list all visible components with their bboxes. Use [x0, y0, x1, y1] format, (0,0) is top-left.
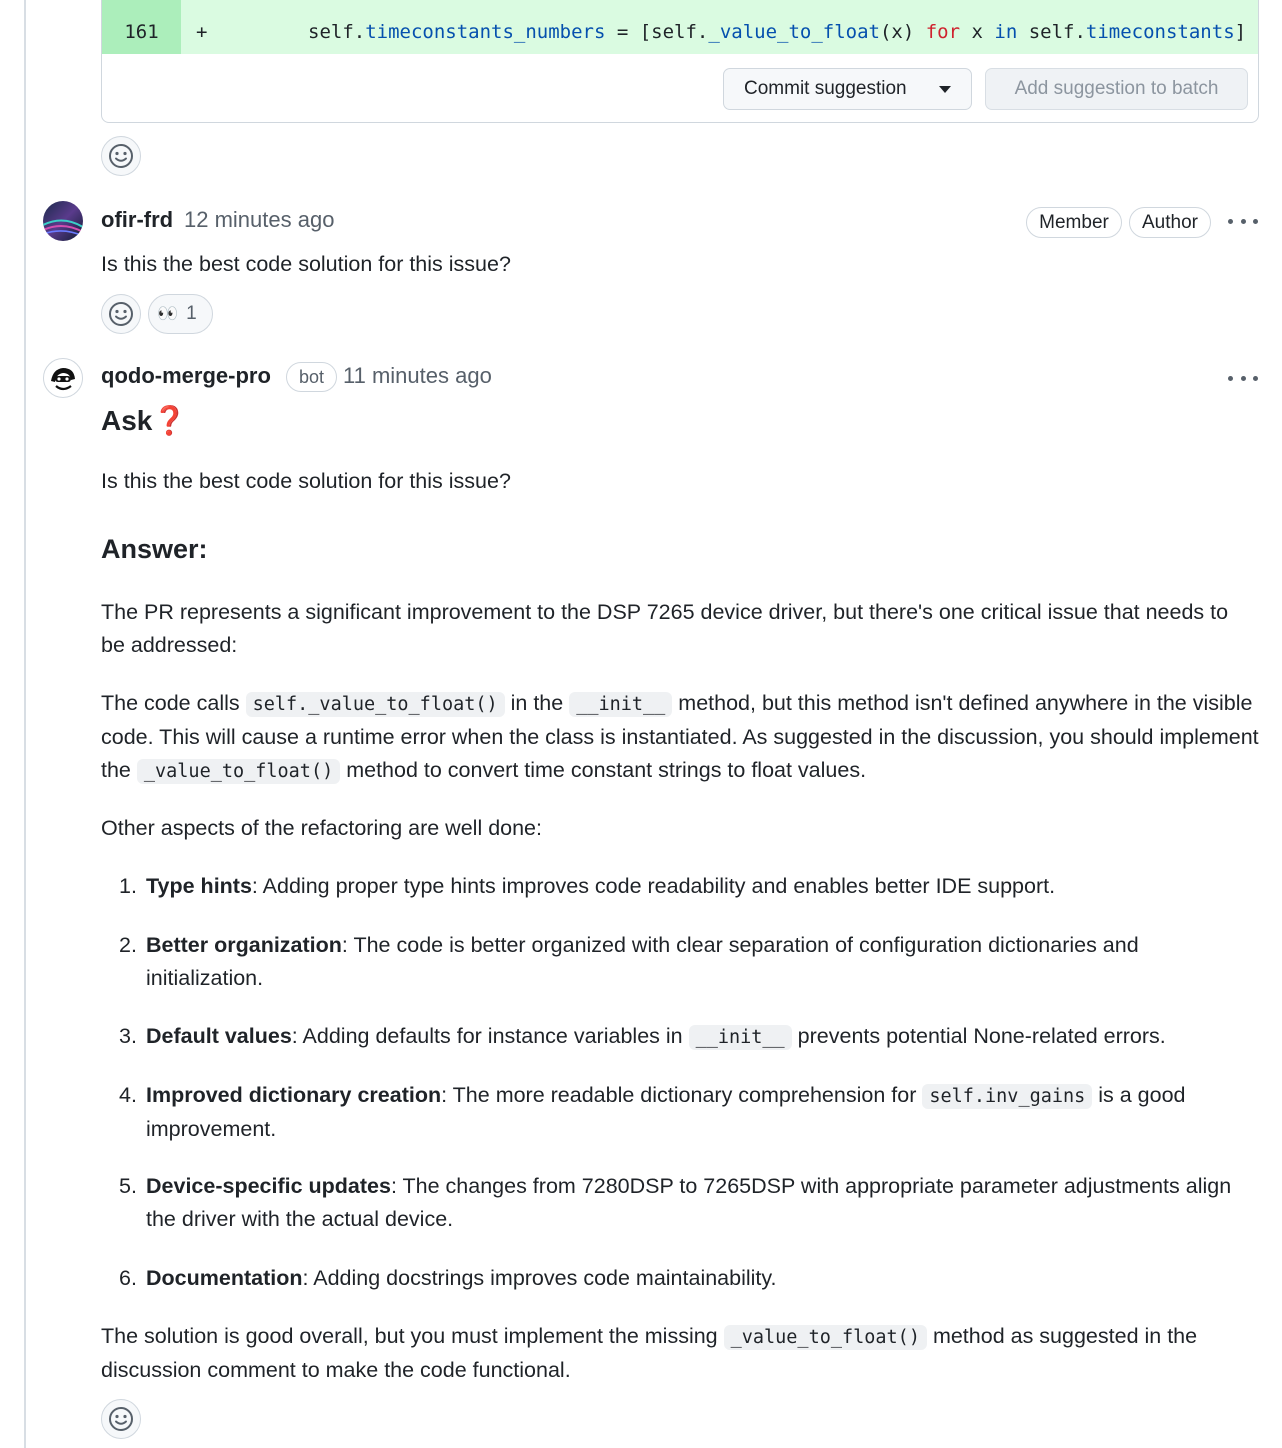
eyes-reaction[interactable]: [148, 294, 213, 334]
list-number: 1.: [119, 874, 137, 898]
list-item-text: : Adding proper type hints improves code readability and enables better IDE support.: [251, 874, 1056, 898]
qodo-logo-icon: [44, 359, 82, 397]
add-reaction-button[interactable]: [101, 1399, 141, 1439]
list-item-title: Device-specific updates: [146, 1174, 391, 1198]
ask-heading-text: Ask: [101, 405, 153, 436]
comment-body: Is this the best code solution for this issue?: [101, 252, 511, 276]
list-number: 2.: [119, 933, 137, 957]
list-item-text: : The code is better organized with clear separation of configuration dictionaries and initialization.: [146, 933, 1139, 990]
avatar-image: [43, 201, 83, 241]
add-reaction-button[interactable]: [101, 136, 141, 176]
para2-text-1: The code calls: [101, 691, 246, 715]
ask-heading: [101, 404, 187, 437]
list-item-title: Type hints: [146, 874, 252, 898]
code-token: x: [960, 21, 995, 43]
para4-text-1: The solution is good overall, but you must implement the missing: [101, 1324, 724, 1348]
code-token: in: [994, 21, 1018, 43]
reaction-count: 1: [186, 303, 197, 324]
code-token: self.: [1017, 21, 1086, 43]
inline-code: self._value_to_float(): [246, 692, 505, 717]
code-token: (x): [879, 21, 926, 43]
answer-paragraph-4: [101, 1320, 1251, 1387]
answer-heading: Answer:: [101, 534, 208, 564]
question-text: Is this the best code solution for this issue?: [101, 469, 511, 493]
avatar[interactable]: [43, 201, 83, 241]
code-token: self.: [308, 21, 366, 43]
answer-paragraph-3: Other aspects of the refactoring are well done:: [101, 816, 542, 840]
comment-author[interactable]: qodo-merge-pro: [101, 363, 271, 388]
list-number: 3.: [119, 1024, 137, 1048]
inline-code: __init__: [569, 692, 672, 717]
commit-suggestion-button[interactable]: [723, 68, 972, 110]
eyes-icon: 👀: [157, 304, 179, 323]
list-item-title: Documentation: [146, 1266, 303, 1290]
member-badge: Member: [1026, 207, 1122, 238]
para2-text-4: method to convert time constant strings to float values.: [340, 758, 867, 782]
bot-badge: bot: [286, 362, 337, 392]
chevron-down-icon[interactable]: [939, 86, 951, 93]
question-mark-icon: ❓: [152, 405, 188, 436]
list-item-text: : The more readable dictionary comprehension for: [441, 1083, 923, 1107]
diff-added-line: [102, 0, 1258, 54]
add-reaction-button[interactable]: [101, 294, 141, 334]
list-item-text: prevents potential None-related errors.: [791, 1024, 1166, 1048]
more-options-icon[interactable]: [1228, 373, 1258, 383]
inline-code: __init__: [689, 1025, 792, 1050]
commit-suggestion-label: Commit suggestion: [744, 78, 907, 99]
code-token: timeconstants_numbers: [365, 21, 606, 43]
smiley-icon: [108, 301, 134, 327]
inline-code: _value_to_float(): [724, 1325, 927, 1350]
diff-sign: +: [196, 21, 208, 43]
comment-author[interactable]: ofir-frd: [101, 207, 174, 232]
more-options-icon[interactable]: [1228, 216, 1258, 226]
add-suggestion-to-batch-button[interactable]: [985, 68, 1248, 110]
comment-timestamp[interactable]: 11 minutes ago: [343, 363, 492, 388]
para4-text-2: method as suggested in the discussion comment to make the code functional.: [101, 1324, 1198, 1382]
code-token: timeconstants: [1085, 21, 1235, 43]
answer-paragraph-2: [101, 687, 1261, 788]
diff-line-number: 161: [102, 0, 181, 54]
suggestion-box: [101, 0, 1259, 123]
list-item-text: is a good improvement.: [146, 1083, 1186, 1141]
list-number: 6.: [119, 1266, 137, 1290]
list-item-text: : The changes from 7280DSP to 7265DSP with appropriate parameter adjustments align the driver with the actual device.: [146, 1174, 1232, 1231]
code-token: for: [925, 21, 961, 43]
list-item-title: Improved dictionary creation: [146, 1083, 442, 1107]
author-badge: Author: [1129, 207, 1211, 238]
list-number: 5.: [119, 1174, 137, 1198]
list-item-title: Default values: [146, 1024, 292, 1048]
bot-avatar[interactable]: [43, 358, 83, 398]
list-item-title: Better organization: [146, 933, 342, 957]
list-item-text: : Adding defaults for instance variables in: [291, 1024, 689, 1048]
inline-code: self.inv_gains: [922, 1084, 1092, 1109]
code-token: _value_to_float: [708, 21, 880, 43]
inline-code: _value_to_float(): [137, 759, 340, 784]
comment-timestamp[interactable]: 12 minutes ago: [184, 207, 335, 232]
list-item-text: : Adding docstrings improves code maintainability.: [302, 1266, 777, 1290]
timeline-line: [24, 0, 26, 1448]
para2-text-2: in the: [504, 691, 570, 715]
code-token: = [self.: [605, 21, 709, 43]
list-number: 4.: [119, 1083, 137, 1107]
smiley-icon: [108, 143, 134, 169]
smiley-icon: [108, 1406, 134, 1432]
diff-code: [308, 0, 1246, 67]
para2-text-3: method, but this method isn't defined anywhere in the visible code. This will cause a runtime error when the class is instantiated. As suggested in the discussion, you should implement the: [101, 691, 1259, 782]
add-to-batch-label: Add suggestion to batch: [1014, 78, 1219, 99]
code-token: ]: [1234, 21, 1247, 43]
answer-paragraph-1: The PR represents a significant improvement to the DSP 7265 device driver, but there's one critical issue that needs to be addressed:: [101, 600, 1229, 657]
